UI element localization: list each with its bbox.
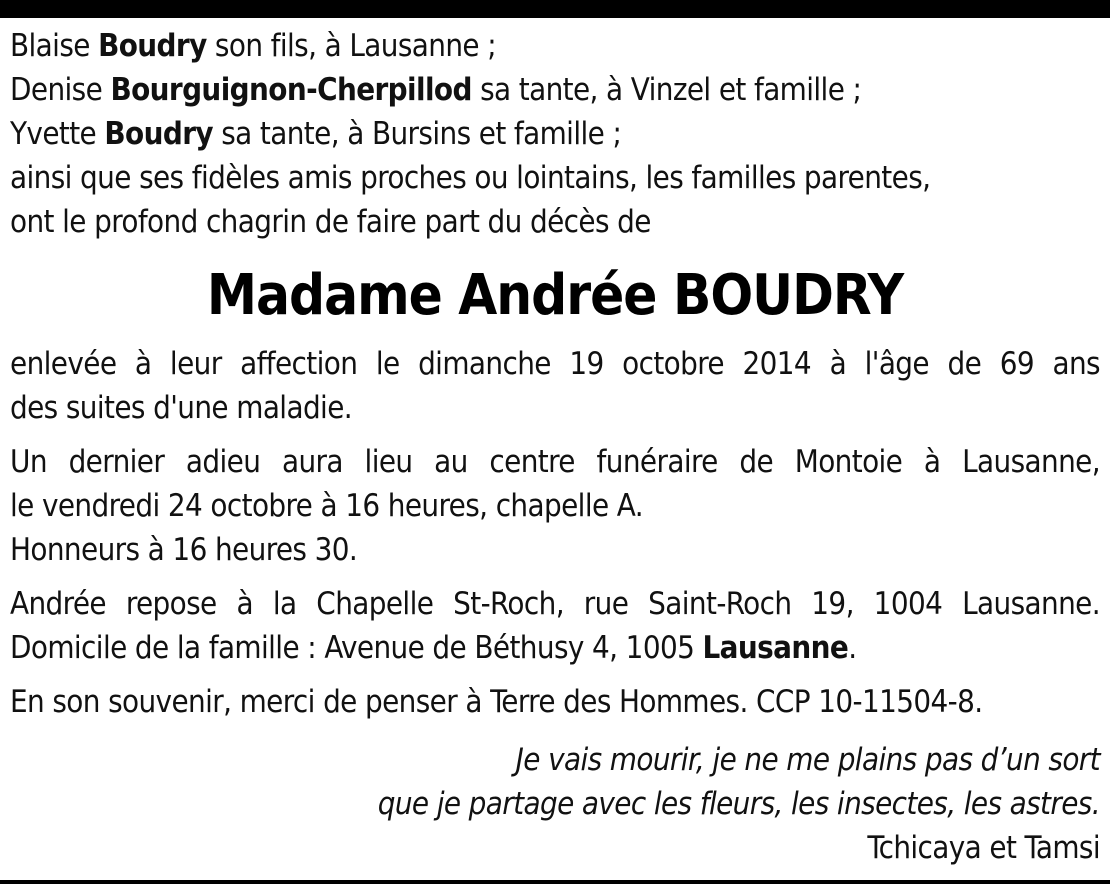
ceremony-line: Honneurs à 16 heures 30.	[10, 532, 358, 568]
obituary-notice	[10, 24, 1100, 870]
family-line-son: Blaise Boudry son fils, à Lausanne ;	[10, 28, 497, 64]
bottom-border	[0, 880, 1110, 884]
family-surname: Bourguignon-Cherpillod	[110, 72, 472, 108]
family-line-aunt-bursins: Yvette Boudry sa tante, à Bursins et famille ;	[10, 116, 622, 152]
paragraph-gap	[10, 430, 1100, 440]
paragraph-gap	[10, 572, 1100, 582]
intro-line: ont le profond chagrin de faire part du décès de	[10, 204, 651, 240]
family-surname: Boudry	[104, 116, 213, 152]
family-line-aunt-vinzel: Denise Bourguignon-Cherpillod sa tante, à Vinzel et famille ;	[10, 72, 862, 108]
family-surname: Boudry	[98, 28, 207, 64]
death-notice-line: enlevée à leur affection le dimanche 19 octobre 2014 à l'âge de 69 ans	[10, 346, 1100, 382]
quote-author: Tchicaya et Tamsi	[867, 830, 1100, 866]
domicile-city: Lausanne	[702, 630, 849, 666]
quote-line: que je partage avec les fleurs, les insectes, les astres.	[377, 786, 1100, 822]
death-notice-line: des suites d'une maladie.	[10, 390, 353, 426]
deceased-name: Madame Andrée BOUDRY	[206, 263, 904, 328]
intro-line: ainsi que ses fidèles amis proches ou lointains, les familles parentes,	[10, 160, 931, 196]
paragraph-gap	[10, 670, 1100, 680]
memorial-donation-line: En son souvenir, merci de penser à Terre des Hommes. CCP 10-11504-8.	[10, 684, 983, 720]
ceremony-line: Un dernier adieu aura lieu au centre funéraire de Montoie à Lausanne,	[10, 444, 1100, 480]
ceremony-line: le vendredi 24 octobre à 16 heures, chapelle A.	[10, 488, 643, 524]
rest-place-line: Andrée repose à la Chapelle St-Roch, rue Saint-Roch 19, 1004 Lausanne.	[10, 586, 1100, 622]
quote-line: Je vais mourir, je ne me plains pas d’un sort	[515, 742, 1100, 778]
quote-block	[10, 738, 1100, 870]
top-border	[0, 0, 1110, 18]
domicile-line: Domicile de la famille : Avenue de Béthusy 4, 1005 Lausanne.	[10, 630, 857, 666]
